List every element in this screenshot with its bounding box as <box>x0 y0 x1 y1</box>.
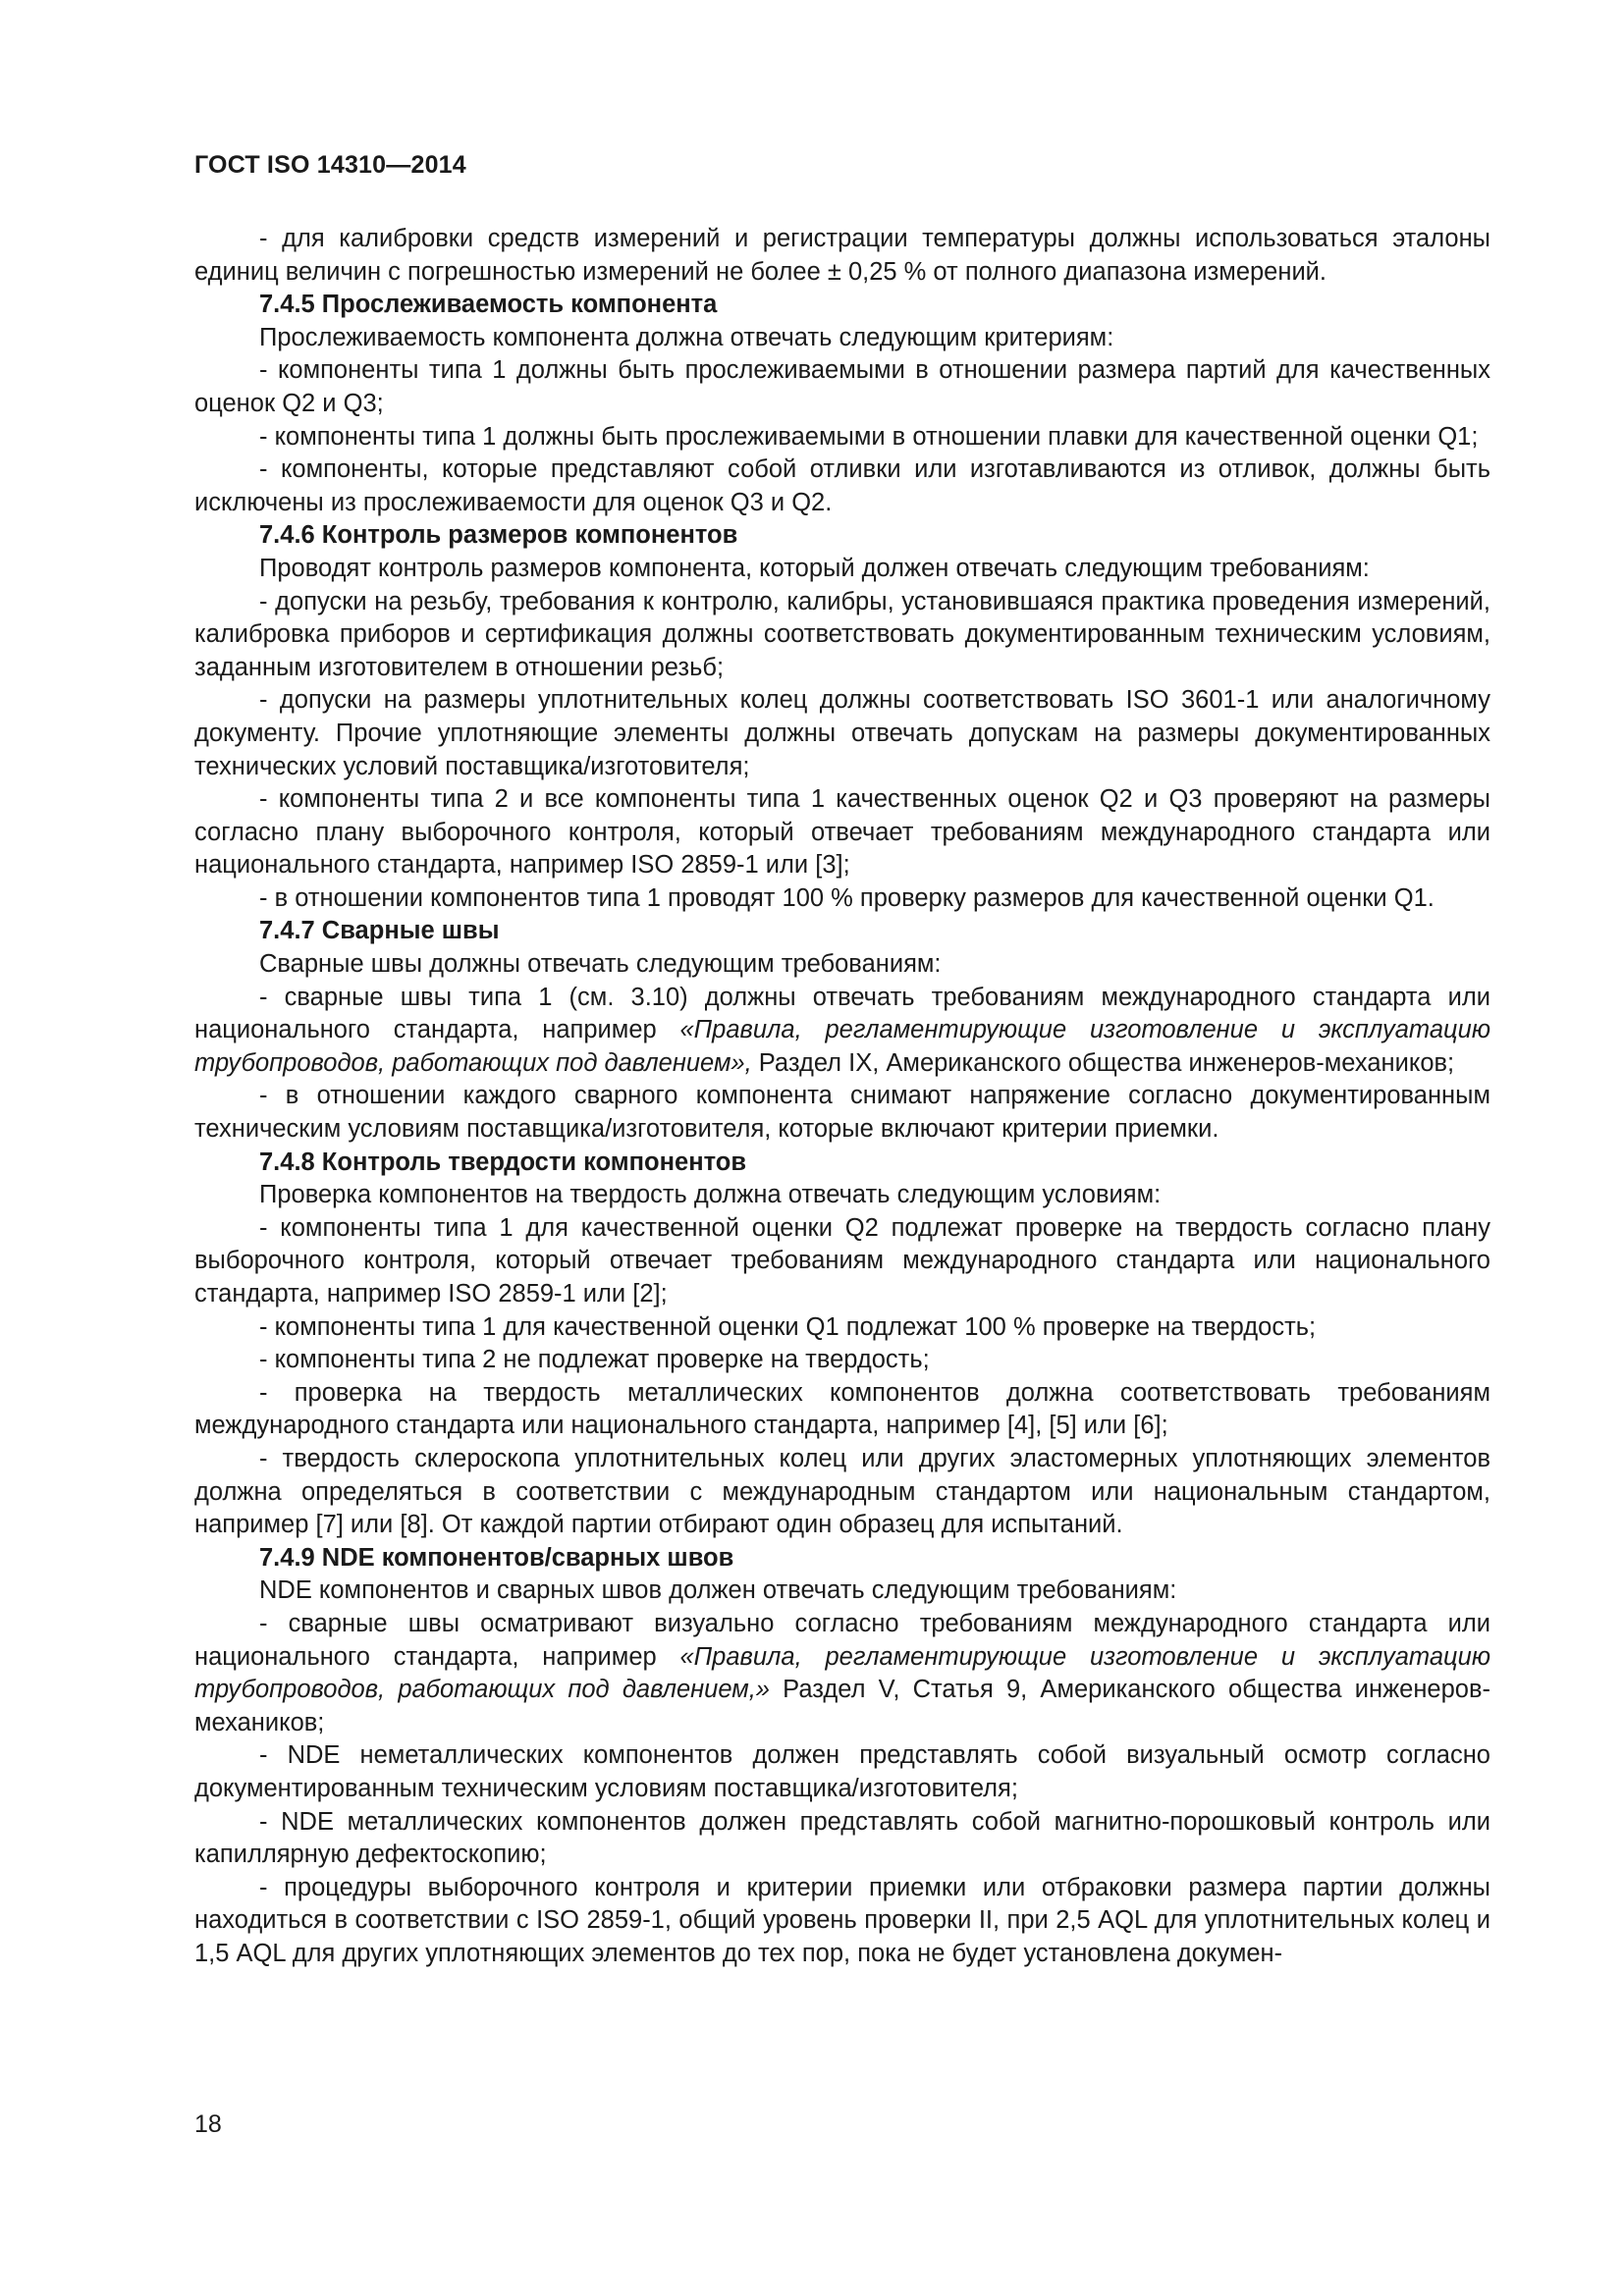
paragraph: - проверка на твердость металлических компонентов должна соответствовать требованиям международного стандарта или национального стандарта, например [4], [5] или [6]; <box>194 1378 1490 1440</box>
document-citation: «Правила, регламентирующие изготовление и эксплуатацию трубопроводов, работающих под давлением», <box>194 1016 1490 1077</box>
paragraph: Проверка компонентов на твердость должна отвечать следующим условиям: <box>259 1181 1162 1209</box>
paragraph-text: Раздел IX, Американского общества инженеров-механиков; <box>751 1048 1455 1077</box>
section-heading: 7.4.8 Контроль твердости компонентов <box>259 1148 747 1176</box>
paragraph: - в отношении компонентов типа 1 проводят 100 % проверку размеров для качественной оценки Q1. <box>259 883 1435 912</box>
paragraph <box>194 982 1490 1081</box>
paragraph: - компоненты типа 1 для качественной оценки Q1 подлежат 100 % проверке на твердость; <box>259 1312 1317 1341</box>
paragraph: - NDE неметаллических компонентов должен представлять собой визуальный осмотр согласно документированным техническим условиям поставщика/изготовителя; <box>194 1741 1490 1802</box>
paragraph: - процедуры выборочного контроля и критерии приемки или отбраковки размера партии должны находиться в соответствии с ISO 2859-1, общий уровень проверки II, при 2,5 AQL для уплотнительных колец и 1,5 AQL для других уплотняющих элементов до тех пор, пока не будет установлена докумен- <box>194 1873 1490 1967</box>
page-number: 18 <box>194 2110 222 2138</box>
paragraph: - для калибровки средств измерений и регистрации температуры должны использоваться эталоны единиц величин с погрешностью измерений не более ± 0,25 % от полного диапазона измерений. <box>194 225 1490 286</box>
paragraph: NDE компонентов и сварных швов должен отвечать следующим требованиям: <box>259 1576 1177 1605</box>
paragraph: - в отношении каждого сварного компонента снимают напряжение согласно документированным техническим условиям поставщика/изготовителя, которые включают критерии приемки. <box>194 1082 1490 1144</box>
paragraph: Сварные швы должны отвечать следующим требованиям: <box>259 950 942 979</box>
paragraph: - компоненты типа 2 не подлежат проверке на твердость; <box>259 1346 930 1374</box>
paragraph: - компоненты типа 2 и все компоненты типа 1 качественных оценок Q2 и Q3 проверяют на размеры согласно плану выборочного контроля, который отвечает требованиям международного стандарта или национального стандарта, например ISO 2859-1 или [3]; <box>194 785 1490 880</box>
paragraph-text: - сварные швы осматривают визуально согласно требованиям международного стандарта или национального стандарта, например <box>194 1609 1490 1671</box>
paragraph: - компоненты типа 1 для качественной оценки Q2 подлежат проверке на твердость согласно плану выборочного контроля, который отвечает требованиям международного стандарта или национального стандарта, например ISO 2859-1 или [2]; <box>194 1213 1490 1308</box>
paragraph: Проводят контроль размеров компонента, который должен отвечать следующим требованиям: <box>259 554 1370 582</box>
paragraph: - допуски на резьбу, требования к контролю, калибры, установившаяся практика проведения измерений, калибровка приборов и сертификация должны соответствовать документированным техническим условиям, заданным изготовителем в отношении резьб; <box>194 587 1490 681</box>
document-body <box>194 223 1490 1970</box>
section-heading: 7.4.7 Сварные швы <box>259 917 500 945</box>
paragraph-text: - сварные швы типа 1 (см. 3.10) должны отвечать требованиям международного стандарта или национального стандарта, например <box>194 983 1490 1044</box>
section-heading: 7.4.5 Прослеживаемость компонента <box>259 291 718 319</box>
paragraph: - допуски на размеры уплотнительных колец должны соответствовать ISO 3601-1 или аналогичному документу. Прочие уплотняющие элементы должны отвечать допускам на размеры документированных технических условий поставщика/изготовителя; <box>194 686 1490 780</box>
paragraph-text: Раздел V, Статья 9, Американского общества инженеров-механиков; <box>194 1676 1490 1736</box>
paragraph: - твердость склероскопа уплотнительных колец или других эластомерных уплотняющих элементов должна определяться в соответствии с международным стандартом или национальным стандартом, например [7] или [8]. От каждой партии отбирают один образец для испытаний. <box>194 1444 1490 1539</box>
section-heading: 7.4.9 NDE компонентов/сварных швов <box>259 1543 734 1572</box>
paragraph: - компоненты типа 1 должны быть прослеживаемыми в отношении плавки для качественной оценки Q1; <box>259 422 1479 451</box>
paragraph: - NDE металлических компонентов должен представлять собой магнитно-порошковый контроль или капиллярную дефектоскопию; <box>194 1807 1490 1869</box>
paragraph: Прослеживаемость компонента должна отвечать следующим критериям: <box>259 323 1114 351</box>
paragraph: - компоненты типа 1 должны быть прослеживаемыми в отношении размера партий для качественных оценок Q2 и Q3; <box>194 356 1490 417</box>
document-citation: «Правила, регламентирующие изготовление и эксплуатацию трубопроводов, работающих под давлением,» <box>194 1642 1490 1704</box>
paragraph: - компоненты, которые представляют собой отливки или изготавливаются из отливок, должны быть исключены из прослеживаемости для оценок Q3 и Q2. <box>194 455 1490 516</box>
section-heading: 7.4.6 Контроль размеров компонентов <box>259 521 738 550</box>
document-header: ГОСТ ISO 14310—2014 <box>194 151 466 179</box>
paragraph <box>194 1608 1490 1739</box>
